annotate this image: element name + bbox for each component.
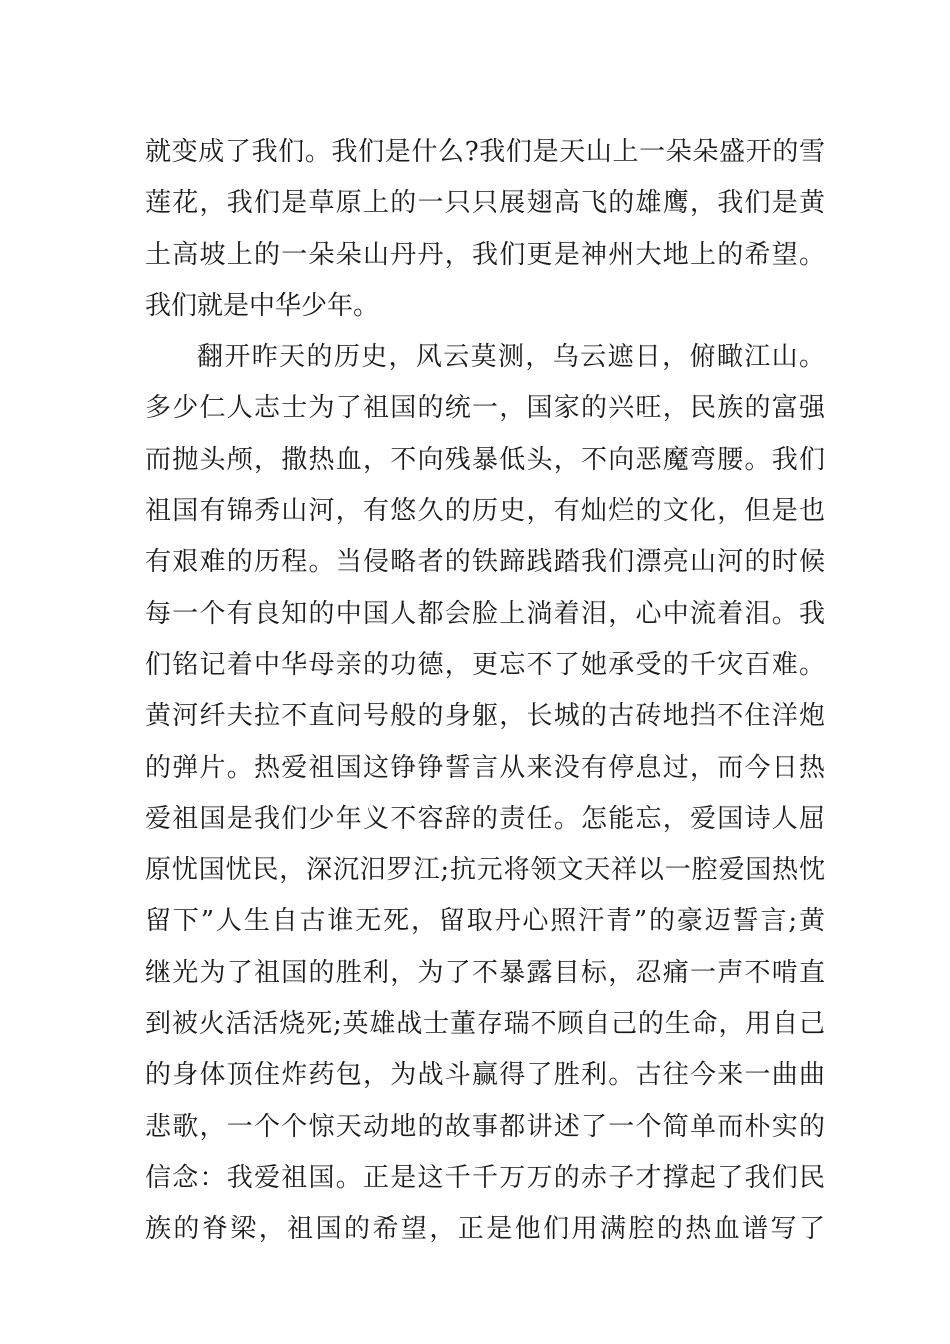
text-line: 族的脊梁，祖国的希望，正是他们用满腔的热血谱写了 (145, 1214, 825, 1245)
text-line: 到被火活活烧死;英雄战士董存瑞不顾自己的生命，用自己 (145, 1009, 825, 1040)
text-line: 黄河纤夫拉不直问号般的身躯，长城的古砖地挡不住洋炮 (145, 701, 825, 732)
text-line: 继光为了祖国的胜利，为了不暴露目标，忍痛一声不啃直 (145, 957, 825, 988)
text-line: 爱祖国是我们少年义不容辞的责任。怎能忘，爱国诗人屈 (145, 803, 825, 834)
text-line: 土高坡上的一朵朵山丹丹，我们更是神州大地上的希望。 (145, 239, 825, 270)
text-line: 们铭记着中华母亲的功德，更忘不了她承受的千灾百难。 (145, 649, 825, 680)
text-line: 就变成了我们。我们是什么?我们是天山上一朵朵盛开的雪 (145, 137, 825, 167)
text-line: 的身体顶住炸药包，为战斗赢得了胜利。古往今来一曲曲 (145, 1060, 825, 1091)
paragraph-first-line: 翻开昨天的历史，风云莫测，乌云遮日，俯瞰江山。 (197, 342, 825, 373)
text-line: 而抛头颅，撒热血，不向残暴低头，不向恶魔弯腰。我们 (145, 444, 825, 475)
text-line: 悲歌，一个个惊天动地的故事都讲述了一个简单而朴实的 (145, 1111, 825, 1142)
text-line: 信念：我爱祖国。正是这千千万万的赤子才撑起了我们民 (145, 1162, 825, 1193)
text-line: 留下”人生自古谁无死，留取丹心照汗青”的豪迈誓言;黄 (145, 906, 825, 937)
text-line: 莲花，我们是草原上的一只只展翅高飞的雄鹰，我们是黄 (145, 188, 825, 219)
body-text (145, 127, 825, 1256)
text-line: 原忧国忧民，深沉汨罗江;抗元将领文天祥以一腔爱国热忱 (145, 855, 825, 886)
text-line: 的弹片。热爱祖国这铮铮誓言从来没有停息过，而今日热 (145, 752, 825, 783)
text-line: 我们就是中华少年。 (145, 290, 380, 321)
text-line: 祖国有锦秀山河，有悠久的历史，有灿烂的文化，但是也 (145, 496, 825, 527)
text-line: 每一个有良知的中国人都会脸上淌着泪，心中流着泪。我 (145, 598, 825, 629)
text-line: 多少仁人志士为了祖国的统一，国家的兴旺，民族的富强 (145, 393, 825, 424)
text-line: 有艰难的历程。当侵略者的铁蹄践踏我们漂亮山河的时候 (145, 547, 825, 578)
